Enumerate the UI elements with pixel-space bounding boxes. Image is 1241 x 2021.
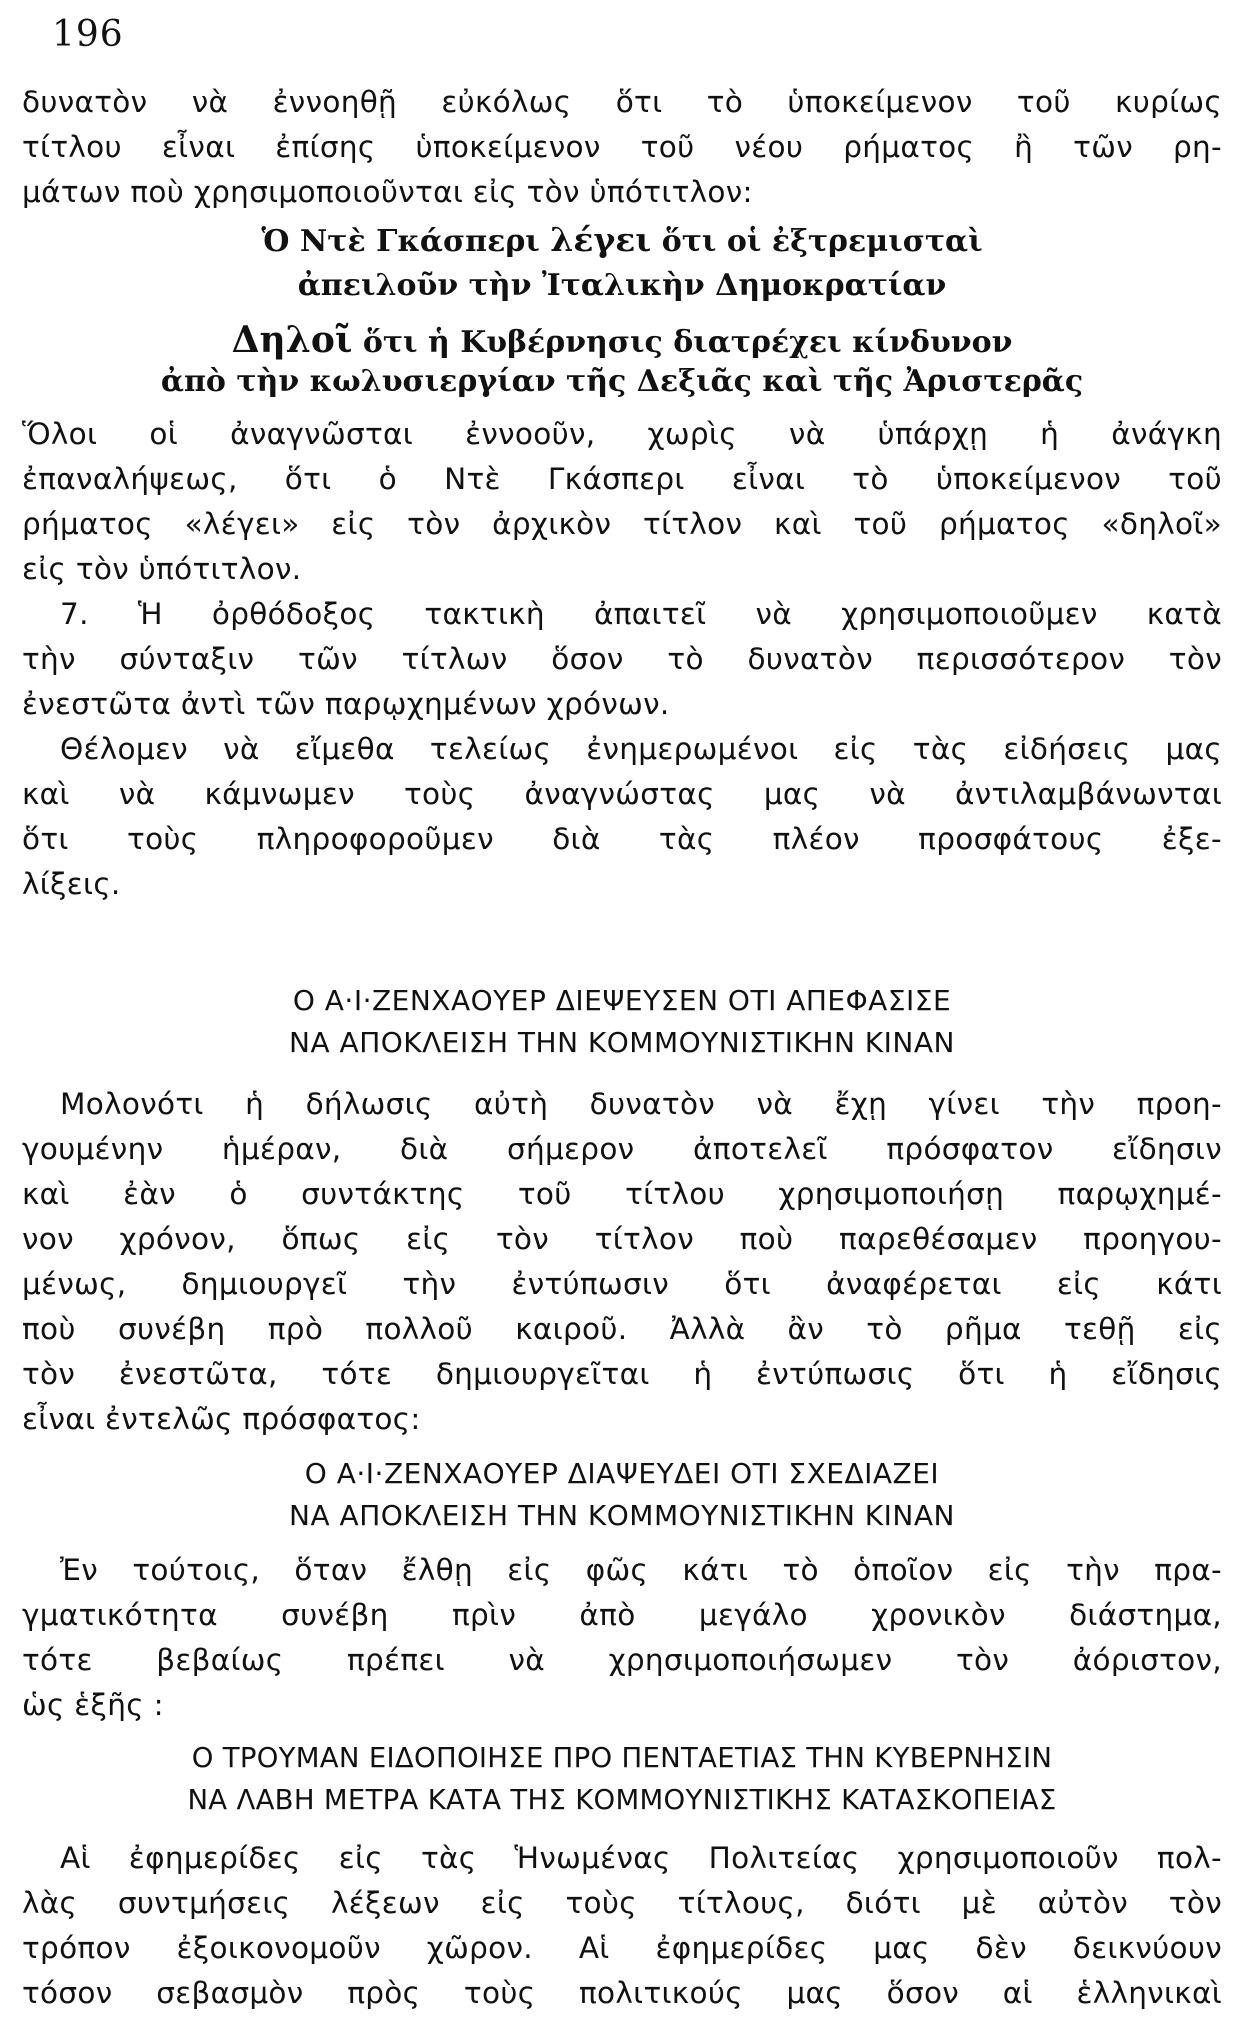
text-line: ποὺ συνέβη πρὸ πολλοῦ καιροῦ. Ἀλλὰ ἂν τὸ ρῆμα τεθῇ εἰς [22, 1312, 1222, 1346]
text-line: γματικότητα συνέβη πρὶν ἀπὸ μεγάλο χρονικὸν διάστημα, [22, 1598, 1222, 1632]
text-line: ὅτι τοὺς πληροφοροῦμεν διὰ τὰς πλέον προσφάτους ἐξε- [22, 822, 1222, 856]
text-line: ὡς ἑξῆς : [22, 1688, 164, 1722]
text-line: δυνατὸν νὰ ἐννοηθῇ εὐκόλως ὅτι τὸ ὑποκείμενον τοῦ κυρίως [22, 85, 1222, 119]
text-line: εἰς τὸν ὑπότιτλον. [22, 552, 302, 586]
headline-line: Ο Α·Ι·ΖΕΝΧΑΟΥΕΡ ΔΙΕΨΕΥΣΕΝ ΟΤΙ ΑΠΕΦΑΣΙΣΕ [292, 984, 952, 1017]
example-headline-eisenhower-present [22, 1453, 1222, 1532]
text-line: 7. Ἡ ὀρθόδοξος τακτικὴ ἀπαιτεῖ νὰ χρησιμοποιοῦμεν κατὰ [60, 597, 1222, 631]
text-line: γουμένην ἡμέραν, διὰ σήμερον ἀποτελεῖ πρόσφατον εἴδησιν [22, 1132, 1222, 1166]
text-line: λὰς συντμήσεις λέξεων εἰς τοὺς τίτλους, διότι μὲ αὐτὸν τὸν [22, 1886, 1222, 1920]
text-line: Μολονότι ἡ δήλωσις αὐτὴ δυνατὸν νὰ ἔχῃ γίνει τὴν προη- [60, 1087, 1222, 1121]
paragraph-aorist [22, 1548, 1222, 1728]
headline-fragment: Ὁ Ντὲ Γκάσπερι [261, 224, 540, 259]
text-line: μένως, δημιουργεῖ τὴν ἐντύπωσιν ὅτι ἀναφέρεται εἰς κάτι [22, 1267, 1222, 1301]
text-line: τότε βεβαίως πρέπει νὰ χρησιμοποιήσωμεν τὸν ἀόριστον, [22, 1643, 1222, 1677]
page-number: 196 [52, 14, 124, 55]
text-line: ρήματος «λέγει» εἰς τὸν ἀρχικὸν τίτλον καὶ τοῦ ρήματος «δηλοῖ» [22, 507, 1222, 541]
example-headline-truman [22, 1737, 1222, 1816]
headline-line: ἀπὸ τὴν κωλυσιεργίαν τῆς Δεξιᾶς καὶ τῆς Ἀριστερᾶς [160, 364, 1084, 399]
headline-fragment: ὅτι οἱ ἐξτρεμισταὶ [661, 224, 983, 259]
example-headline-degasperi [22, 217, 1222, 405]
headline-line: ἀπειλοῦν τὴν Ἰταλικὴν Δημοκρατίαν [297, 268, 947, 303]
headline-line: ΝΑ ΑΠΟΚΛΕΙΣΗ ΤΗΝ ΚΟΜΜΟΥΝΙΣΤΙΚΗΝ ΚΙΝΑΝ [289, 1026, 955, 1059]
text-line: Ἐν τούτοις, ὅταν ἔλθῃ εἰς φῶς κάτι τὸ ὁποῖον εἰς τὴν πρα- [60, 1553, 1222, 1587]
text-line: Ὅλοι οἱ ἀναγνῶσται ἐννοοῦν, χωρὶς νὰ ὑπάρχῃ ἡ ἀνάγκη [22, 417, 1222, 451]
headline-fragment: ὅτι ἡ Κυβέρνησις διατρέχει κίνδυνον [362, 325, 1013, 360]
headline-line [22, 309, 1222, 359]
headline-line [22, 217, 1222, 263]
headline-line: ΝΑ ΑΠΟΚΛΕΙΣΗ ΤΗΝ ΚΟΜΜΟΥΝΙΣΤΙΚΗΝ ΚΙΝΑΝ [289, 1499, 955, 1532]
text-line: Θέλομεν νὰ εἴμεθα τελείως ἐνημερωμένοι εἰς τὰς εἰδήσεις μας [60, 732, 1222, 766]
example-headline-eisenhower-past [22, 980, 1222, 1059]
text-line: ἐνεστῶτα ἀντὶ τῶν παρῳχημένων χρόνων. [22, 687, 670, 721]
text-line: εἶναι ἐντελῶς πρόσφατος: [22, 1402, 421, 1436]
text-line: τόσον σεβασμὸν πρὸς τοὺς πολιτικούς μας ὅσον αἱ ἑλληνικαὶ [22, 1976, 1222, 2010]
paragraph-explanation [22, 412, 1222, 592]
headline-line: Ο Α·Ι·ΖΕΝΧΑΟΥΕΡ ΔΙΑΨΕΥΔΕΙ ΟΤΙ ΣΧΕΔΙΑΖΕΙ [304, 1457, 940, 1490]
headline-line: ΝΑ ΛΑΒΗ ΜΕΤΡΑ ΚΑΤΑ ΤΗΣ ΚΟΜΜΟΥΝΙΣΤΙΚΗΣ ΚΑΤΑΣΚΟΠΕΙΑΣ [187, 1784, 1057, 1816]
text-line: ἐπαναλήψεως, ὅτι ὁ Ντὲ Γκάσπερι εἶναι τὸ ὑποκείμενον τοῦ [22, 462, 1222, 496]
text-line: καὶ νὰ κάμνωμεν τοὺς ἀναγνώστας μας νὰ ἀντιλαμβάνωνται [22, 777, 1222, 811]
headline-line: Ο ΤΡΟΥΜΑΝ ΕΙΔΟΠΟΙΗΣΕ ΠΡΟ ΠΕΝΤΑΕΤΙΑΣ ΤΗΝ ΚΥΒΕΡΝΗΣΙΝ [191, 1742, 1053, 1774]
paragraph-rule-7 [22, 592, 1222, 727]
text-line: μάτων ποὺ χρησιμοποιοῦνται εἰς τὸν ὑπότιτλον: [22, 175, 753, 209]
text-line: τὸν ἐνεστῶτα, τότε δημιουργεῖται ἡ ἐντύπωσις ὅτι ἡ εἴδησις [22, 1357, 1222, 1391]
text-line: νον χρόνον, ὅπως εἰς τὸν τίτλον ποὺ παρεθέσαμεν προηγου- [22, 1222, 1222, 1256]
paragraph-tense-effect [22, 1082, 1222, 1442]
text-line: καὶ ἐὰν ὁ συντάκτης τοῦ τίτλου χρησιμοποιήσῃ παρῳχημέ- [22, 1177, 1222, 1211]
headline-verb: λέγει [550, 220, 652, 259]
text-line: τρόπον ἐξοικονομοῦν χῶρον. Αἱ ἐφημερίδες μας δὲν δεικνύουν [22, 1931, 1222, 1965]
text-line: Αἱ ἐφημερίδες εἰς τὰς Ἡνωμένας Πολιτείας χρησιμοποιοῦν πολ- [60, 1841, 1222, 1875]
paragraph-abbreviations [22, 1836, 1222, 2016]
text-line: τὴν σύνταξιν τῶν τίτλων ὅσον τὸ δυνατὸν περισσότερον τὸν [22, 642, 1222, 676]
paragraph-current-news [22, 727, 1222, 907]
paragraph-intro [22, 80, 1222, 215]
text-line: λίξεις. [22, 867, 121, 901]
text-line: τίτλου εἶναι ἐπίσης ὑποκείμενον τοῦ νέου ρήματος ἢ τῶν ρη- [22, 130, 1222, 164]
headline-verb: Δηλοῖ [231, 319, 353, 361]
